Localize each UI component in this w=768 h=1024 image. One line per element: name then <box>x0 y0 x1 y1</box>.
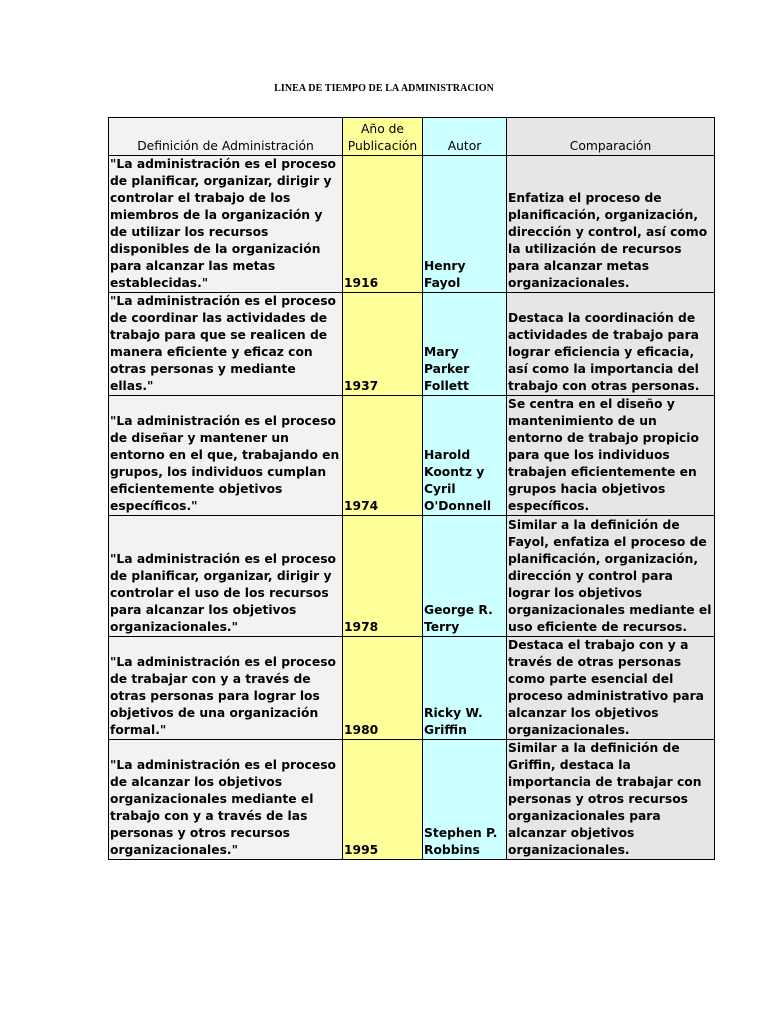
cell-autor: George R. Terry <box>423 516 507 637</box>
cell-comparacion: Destaca la coordinación de actividades de trabajo para lograr eficiencia y eficacia, así como la importancia del trabajo con otras personas. <box>507 293 715 396</box>
cell-comparacion: Similar a la definición de Fayol, enfatiza el proceso de planificación, organización, dirección y control para lograr los objetivos organizacionales mediante el uso eficiente de recursos. <box>507 516 715 637</box>
header-definicion: Definición de Administración <box>109 118 343 156</box>
table-row <box>109 637 715 740</box>
cell-definicion: "La administración es el proceso de trabajar con y a través de otras personas para lograr los objetivos de una organización formal." <box>109 637 343 740</box>
header-anio: Año de Publicación <box>343 118 423 156</box>
cell-definicion: "La administración es el proceso de alcanzar los objetivos organizacionales mediante el trabajo con y a través de las personas y otros recursos organizacionales." <box>109 740 343 860</box>
cell-comparacion: Destaca el trabajo con y a través de otras personas como parte esencial del proceso administrativo para alcanzar los objetivos organizacionales. <box>507 637 715 740</box>
cell-autor: Ricky W. Griffin <box>423 637 507 740</box>
cell-definicion: "La administración es el proceso de planificar, organizar, dirigir y controlar el trabajo de los miembros de la organización y de utilizar los recursos disponibles de la organización para alcanzar las metas establecidas." <box>109 156 343 293</box>
table-header-row <box>109 118 715 156</box>
timeline-table <box>108 117 715 860</box>
cell-definicion: "La administración es el proceso de diseñar y mantener un entorno en el que, trabajando en grupos, los individuos cumplan eficientemente objetivos específicos." <box>109 396 343 516</box>
cell-comparacion: Similar a la definición de Griffin, destaca la importancia de trabajar con personas y otros recursos organizacionales para alcanzar objetivos organizacionales. <box>507 740 715 860</box>
cell-comparacion: Enfatiza el proceso de planificación, organización, dirección y control, así como la utilización de recursos para alcanzar metas organizacionales. <box>507 156 715 293</box>
cell-autor: Mary Parker Follett <box>423 293 507 396</box>
cell-anio: 1937 <box>343 293 423 396</box>
cell-comparacion: Se centra en el diseño y mantenimiento de un entorno de trabajo propicio para que los individuos trabajen eficientemente en grupos hacia objetivos específicos. <box>507 396 715 516</box>
header-autor: Autor <box>423 118 507 156</box>
cell-autor: Henry Fayol <box>423 156 507 293</box>
cell-anio: 1974 <box>343 396 423 516</box>
table-row <box>109 516 715 637</box>
cell-definicion: "La administración es el proceso de coordinar las actividades de trabajo para que se realicen de manera eficiente y eficaz con otras personas y mediante ellas." <box>109 293 343 396</box>
cell-autor: Stephen P. Robbins <box>423 740 507 860</box>
cell-autor: Harold Koontz y Cyril O'Donnell <box>423 396 507 516</box>
table-row <box>109 396 715 516</box>
table-row <box>109 293 715 396</box>
cell-definicion: "La administración es el proceso de planificar, organizar, dirigir y controlar el uso de los recursos para alcanzar los objetivos organizacionales." <box>109 516 343 637</box>
table-row <box>109 156 715 293</box>
header-comparacion: Comparación <box>507 118 715 156</box>
cell-anio: 1916 <box>343 156 423 293</box>
cell-anio: 1995 <box>343 740 423 860</box>
table-row <box>109 740 715 860</box>
cell-anio: 1980 <box>343 637 423 740</box>
cell-anio: 1978 <box>343 516 423 637</box>
document-title: LINEA DE TIEMPO DE LA ADMINISTRACION <box>274 83 494 94</box>
